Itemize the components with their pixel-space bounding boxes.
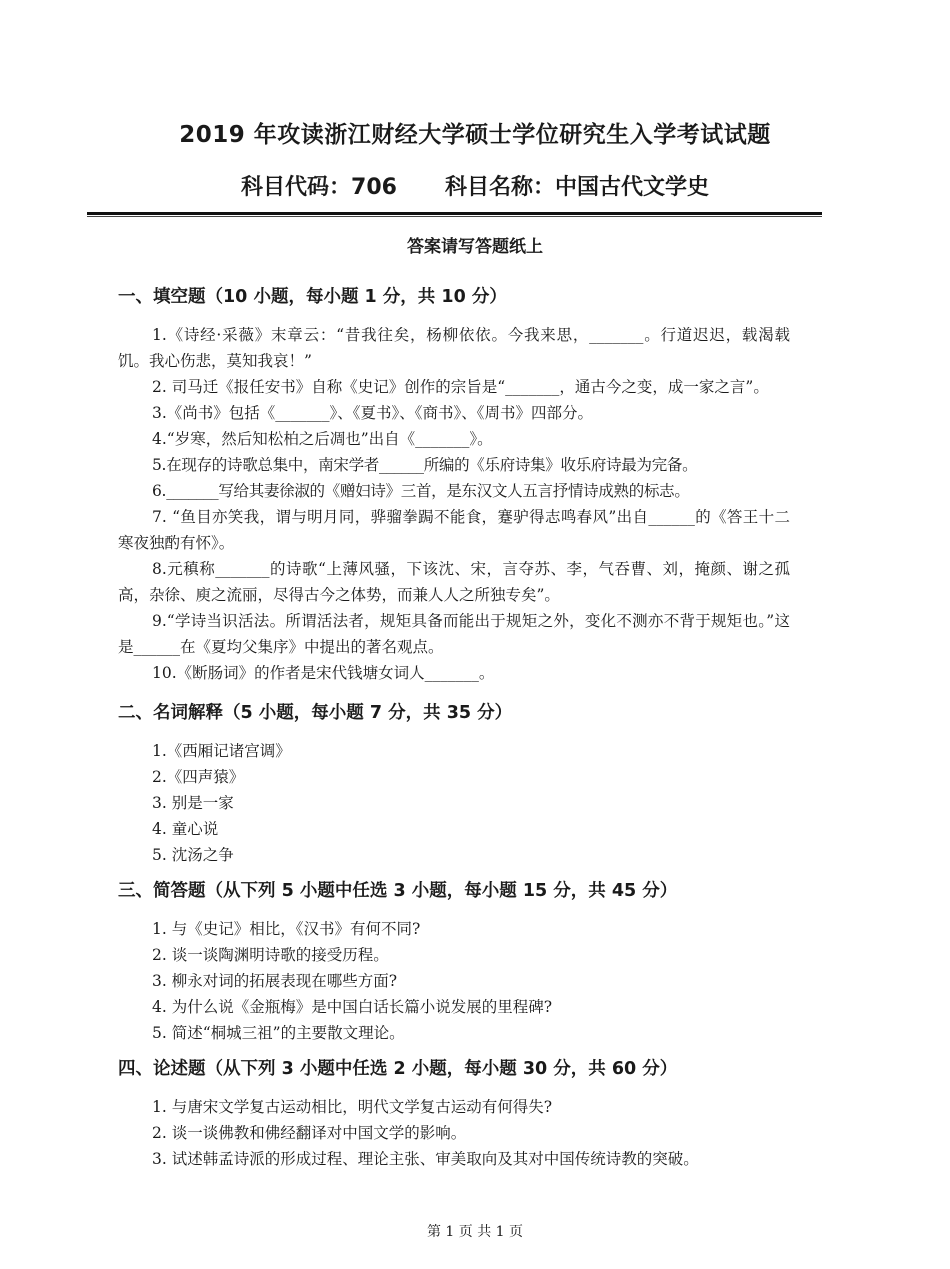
exam-content <box>118 284 790 1182</box>
question-item: 5.在现存的诗歌总集中，南宋学者______所编的《乐府诗集》收乐府诗最为完备。 <box>152 456 698 474</box>
essay-questions <box>118 1094 790 1172</box>
question-item: 8.元稹称_______的诗歌“上薄风骚，下该沈、宋，言夺苏、李，气吞曹、刘，掩颜、谢之孤高，杂徐、庾之流丽，尽得古今之体势，而兼人人之所独专矣”。 <box>118 560 790 604</box>
question-item: 3. 试述韩孟诗派的形成过程、理论主张、审美取向及其对中国传统诗教的突破。 <box>152 1150 699 1168</box>
short-answer-questions <box>118 916 790 1046</box>
question-item: 4. 童心说 <box>152 820 219 838</box>
question-item: 3. 别是一家 <box>152 794 234 812</box>
subject-name: 科目名称：中国古代文学史 <box>444 175 709 200</box>
question-item: 6._______写给其妻徐淑的《赠妇诗》三首，是东汉文人五言抒情诗成熟的标志。 <box>152 482 690 500</box>
header-divider-thin <box>87 216 822 217</box>
subject-line <box>0 170 950 201</box>
question-item: 1.《诗经·采薇》末章云：“昔我往矣，杨柳依依。今我来思，_______。行道迟迟，载渴载饥。我心伤悲，莫知我哀！” <box>118 326 790 370</box>
question-item: 1. 与《史记》相比，《汉书》有何不同? <box>152 920 421 938</box>
question-item: 5. 简述“桐城三祖”的主要散文理论。 <box>152 1024 405 1042</box>
subject-code: 科目代码：706 <box>241 175 397 200</box>
question-item: 4.“岁寒，然后知松柏之后凋也”出自《_______》。 <box>152 430 493 448</box>
question-item: 1. 与唐宋文学复古运动相比，明代文学复古运动有何得失? <box>152 1098 553 1116</box>
question-item: 2.《四声猿》 <box>152 768 245 786</box>
question-item: 3. 柳永对词的拓展表现在哪些方面? <box>152 972 398 990</box>
question-item: 3.《尚书》包括《_______》、《夏书》、《商书》、《周书》四部分。 <box>152 404 594 422</box>
header-divider <box>87 212 822 215</box>
question-item: 2. 谈一谈佛教和佛经翻译对中国文学的影响。 <box>152 1124 467 1142</box>
question-item: 2. 司马迁《报任安书》自称《史记》创作的宗旨是“_______，通古今之变，成一家之言”。 <box>152 378 769 396</box>
section-title-short-answer: 三、简答题（从下列 5 小题中任选 3 小题，每小题 15 分，共 45 分） <box>118 881 678 901</box>
question-item: 7. “鱼目亦笑我，谓与明月同，骅骝拳跼不能食，蹇驴得志鸣春风”出自______的《答王十二寒夜独酌有怀》。 <box>118 508 790 552</box>
question-item: 1.《西厢记诸宫调》 <box>152 742 291 760</box>
answer-notice: 答案请写答题纸上 <box>407 237 543 257</box>
question-item: 10.《断肠词》的作者是宋代钱塘女词人_______。 <box>152 664 495 682</box>
term-explanation-questions <box>118 738 790 868</box>
question-item: 5. 沈汤之争 <box>152 846 234 864</box>
question-item: 9.“学诗当识活法。所谓活法者，规矩具备而能出于规矩之外，变化不测亦不背于规矩也。”这是______在《夏均父集序》中提出的著名观点。 <box>118 612 790 656</box>
question-item: 2. 谈一谈陶渊明诗歌的接受历程。 <box>152 946 389 964</box>
question-item: 4. 为什么说《金瓶梅》是中国白话长篇小说发展的里程碑? <box>152 998 553 1016</box>
section-title-term-explanation: 二、名词解释（5 小题，每小题 7 分，共 35 分） <box>118 703 513 723</box>
page-number: 第 1 页 共 1 页 <box>426 1224 524 1240</box>
section-title-essay: 四、论述题（从下列 3 小题中任选 2 小题，每小题 30 分，共 60 分） <box>118 1059 678 1079</box>
fill-blank-questions <box>118 322 790 686</box>
page-title: 2019 年攻读浙江财经大学硕士学位研究生入学考试试题 <box>179 122 771 148</box>
section-title-fill-blank: 一、填空题（10 小题，每小题 1 分，共 10 分） <box>118 287 507 307</box>
